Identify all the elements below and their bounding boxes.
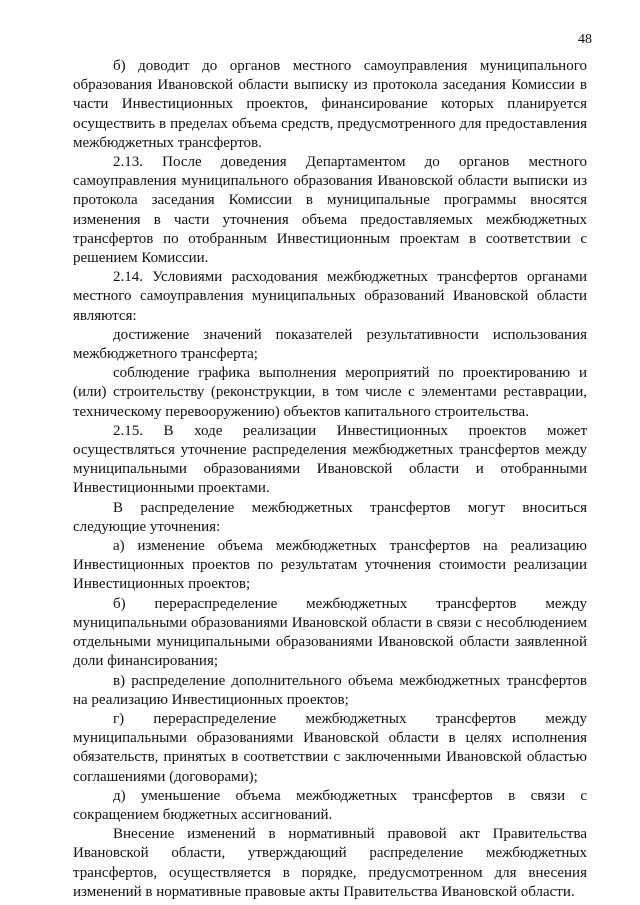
paragraph-b-vypiska: б) доводит до органов местного самоуправления муниципального образования Ивановской области выписку из протокола заседания Комиссии в части Инвестиционных проектов, финансирование которых планируется осуществить в пределах объема средств, предусмотренного для предоставления межбюджетных трансфертов. xyxy=(73,58,587,151)
clarification-v: в) распределение дополнительного объема межбюджетных трансфертов на реализацию Инвестиционных проектов; xyxy=(73,672,587,708)
condition-schedule: соблюдение графика выполнения мероприятий по проектированию и (или) строительству (реконструкции, в том числе с элементами реставрации, техническому перевооружению) объектов капитального строительства. xyxy=(73,365,587,420)
paragraph-2-14: 2.14. Условиями расходования межбюджетных трансфертов органами местного самоуправления муниципальных образований Ивановской области являются: xyxy=(73,269,587,324)
condition-results: достижение значений показателей результативности использования межбюджетного трансферта; xyxy=(73,326,587,363)
paragraph-2-13: 2.13. После доведения Департаментом до органов местного самоуправления муниципального образования Ивановской области выписки из протокола заседания Комиссии в муниципальные программы вносятся изменения в части уточнения объема предоставляемых межбюджетных трансфертов по отобранным Инвестиционным проектам в соответствии с решением Комиссии. xyxy=(73,154,587,267)
paragraph-clarifications-intro: В распределение межбюджетных трансфертов могут вноситься следующие уточнения: xyxy=(73,499,587,535)
paragraph-amendments: Внесение изменений в нормативный правовой акт Правительства Ивановской области, утверждающий распределение межбюджетных трансфертов, осуществляется в порядке, предусмотренном для внесения изменений в нормативные правовые акты Правительства Ивановской области. xyxy=(73,826,587,900)
clarification-g: г) перераспределение межбюджетных трансфертов между муниципальными образованиями Ивановской области в целях исполнения обязательств, принятых в соответствии с заключенными Ивановской областью соглашениями (договорами); xyxy=(73,710,587,785)
page-number: 48 xyxy=(578,32,592,47)
clarification-d: д) уменьшение объема межбюджетных трансфертов в связи с сокращением бюджетных ассигнований. xyxy=(73,787,587,823)
document-body xyxy=(73,57,587,902)
paragraph-2-15: 2.15. В ходе реализации Инвестиционных проектов может осуществляться уточнение распределения межбюджетных трансфертов между муниципальными образованиями Ивановской области и отобранными Инвестиционными проектами. xyxy=(73,422,587,497)
clarification-a: а) изменение объема межбюджетных трансфертов на реализацию Инвестиционных проектов по результатам уточнения стоимости реализации Инвестиционных проектов; xyxy=(73,538,587,593)
clarification-b: б) перераспределение межбюджетных трансфертов между муниципальными образованиями Ивановской области в связи с несоблюдением отдельными муниципальными образованиями Ивановской области заявленной доли финансирования; xyxy=(73,595,587,670)
